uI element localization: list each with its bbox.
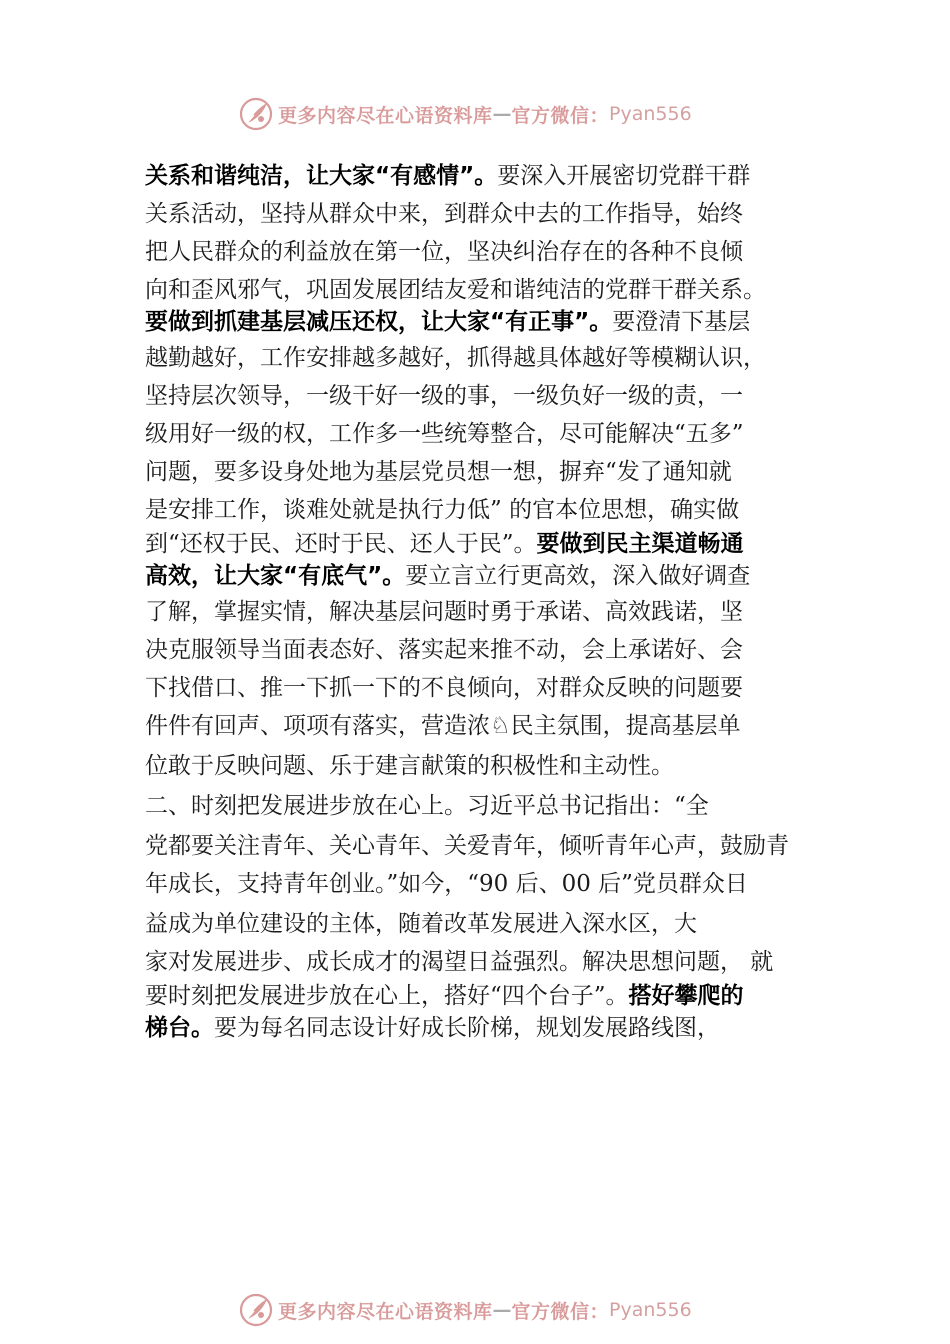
bold-heading-text: 关系和谐纯洁，让大家“有感情”。 bbox=[145, 163, 498, 189]
quill-pen-logo-icon bbox=[238, 1292, 274, 1328]
banner-site-text: 更多内容尽在心语资料库 bbox=[278, 1300, 493, 1323]
body-text: 位敢于反映问题、乐于建言献策的积极性和主动性。 bbox=[145, 753, 674, 779]
text-line bbox=[145, 160, 750, 192]
text-line bbox=[145, 790, 709, 822]
text-line bbox=[145, 596, 743, 628]
body-text: 越勤越好，工作安排越多越好，抓得越具体越好等模糊认识， bbox=[145, 345, 766, 371]
body-text: 家对发展进步、成长成才的渴望日益强烈。解决思想问题， 就 bbox=[145, 949, 774, 975]
banner-account-id: Pyan556 bbox=[609, 1299, 692, 1321]
text-line bbox=[145, 456, 732, 488]
body-text: 要为每名同志设计好成长阶梯，规划发展路线图， bbox=[214, 1015, 720, 1041]
bold-heading-text: 要做到民主渠道畅通 bbox=[536, 531, 744, 557]
text-line bbox=[145, 342, 766, 374]
banner-separator: — bbox=[492, 103, 512, 125]
banner-separator: — bbox=[492, 1299, 512, 1321]
text-line bbox=[145, 494, 739, 526]
text-line bbox=[145, 560, 750, 592]
footer-banner bbox=[238, 1290, 692, 1330]
body-text: 件件有回声、项项有落实，营造浓♘民主氛围，提高基层单 bbox=[145, 713, 741, 739]
header-banner bbox=[238, 94, 692, 134]
banner-account-label: 官方微信： bbox=[511, 1300, 610, 1323]
body-text: 益成为单位建设的主体，随着改革发展进入深水区，大 bbox=[145, 911, 697, 937]
body-text: 党都要关注青年、关心青年、关爱青年，倾听青年心声，鼓励青 bbox=[145, 833, 789, 859]
bold-heading-text: 搭好攀爬的 bbox=[628, 983, 744, 1009]
text-line bbox=[145, 198, 743, 230]
body-text: 了解，掌握实情，解决基层问题时勇于承诺、高效践诺，坚 bbox=[145, 599, 743, 625]
body-text: 要时刻把发展进步放在心上，搭好“四个台子”。 bbox=[145, 983, 629, 1009]
text-line bbox=[145, 980, 744, 1012]
text-line bbox=[145, 528, 744, 560]
body-text: 要澄清下基层 bbox=[612, 309, 751, 335]
banner-site-text: 更多内容尽在心语资料库 bbox=[278, 104, 493, 127]
bold-heading-text: 梯台。 bbox=[145, 1015, 214, 1041]
text-line bbox=[145, 380, 743, 412]
banner-account-label: 官方微信： bbox=[511, 104, 610, 127]
body-text: 级用好一级的权，工作多一些统筹整合，尽可能解决“五多” bbox=[145, 421, 744, 447]
text-line bbox=[145, 418, 744, 450]
text-line bbox=[145, 750, 674, 782]
text-line bbox=[145, 634, 743, 666]
body-text: 关系活动，坚持从群众中来，到群众中去的工作指导，始终 bbox=[145, 201, 743, 227]
bold-heading-text: 高效，让大家“有底气”。 bbox=[145, 563, 406, 589]
quill-pen-logo-icon bbox=[238, 96, 274, 132]
body-text: 向和歪风邪气，巩固发展团结友爱和谐纯洁的党群干群关系。 bbox=[145, 277, 766, 303]
text-line bbox=[145, 1012, 720, 1044]
body-text: 到“还权于民、还时于民、还人于民”。 bbox=[145, 531, 537, 557]
body-text: 要深入开展密切党群干群 bbox=[497, 163, 751, 189]
body-text: 下找借口、推一下抓一下的不良倾向，对群众反映的问题要 bbox=[145, 675, 743, 701]
body-text: 要立言立行更高效，深入做好调查 bbox=[405, 563, 751, 589]
text-line bbox=[145, 868, 748, 900]
text-line bbox=[145, 274, 766, 306]
text-line bbox=[145, 306, 750, 338]
text-line bbox=[145, 236, 743, 268]
body-text: 把人民群众的利益放在第一位，坚决纠治存在的各种不良倾 bbox=[145, 239, 743, 265]
body-text: 年成长，支持青年创业。”如今，“90 后、00 后”党员群众日 bbox=[145, 871, 748, 897]
bold-heading-text: 要做到抓建基层减压还权，让大家“有正事”。 bbox=[145, 309, 613, 335]
body-text: 是安排工作，谈难处就是执行力低” 的官本位思想，确实做 bbox=[145, 497, 740, 523]
text-line bbox=[145, 830, 789, 862]
text-line bbox=[145, 908, 697, 940]
banner-account-id: Pyan556 bbox=[609, 103, 692, 125]
text-line bbox=[145, 672, 743, 704]
text-line bbox=[145, 946, 773, 978]
body-text: 决克服领导当面表态好、落实起来推不动，会上承诺好、会 bbox=[145, 637, 743, 663]
body-text: 问题，要多设身处地为基层党员想一想，摒弃“发了通知就 bbox=[145, 459, 732, 485]
text-line bbox=[145, 710, 741, 742]
body-text: 坚持层次领导，一级干好一级的事，一级负好一级的责，一 bbox=[145, 383, 743, 409]
body-text: 二、时刻把发展进步放在心上。习近平总书记指出：“全 bbox=[145, 793, 709, 819]
